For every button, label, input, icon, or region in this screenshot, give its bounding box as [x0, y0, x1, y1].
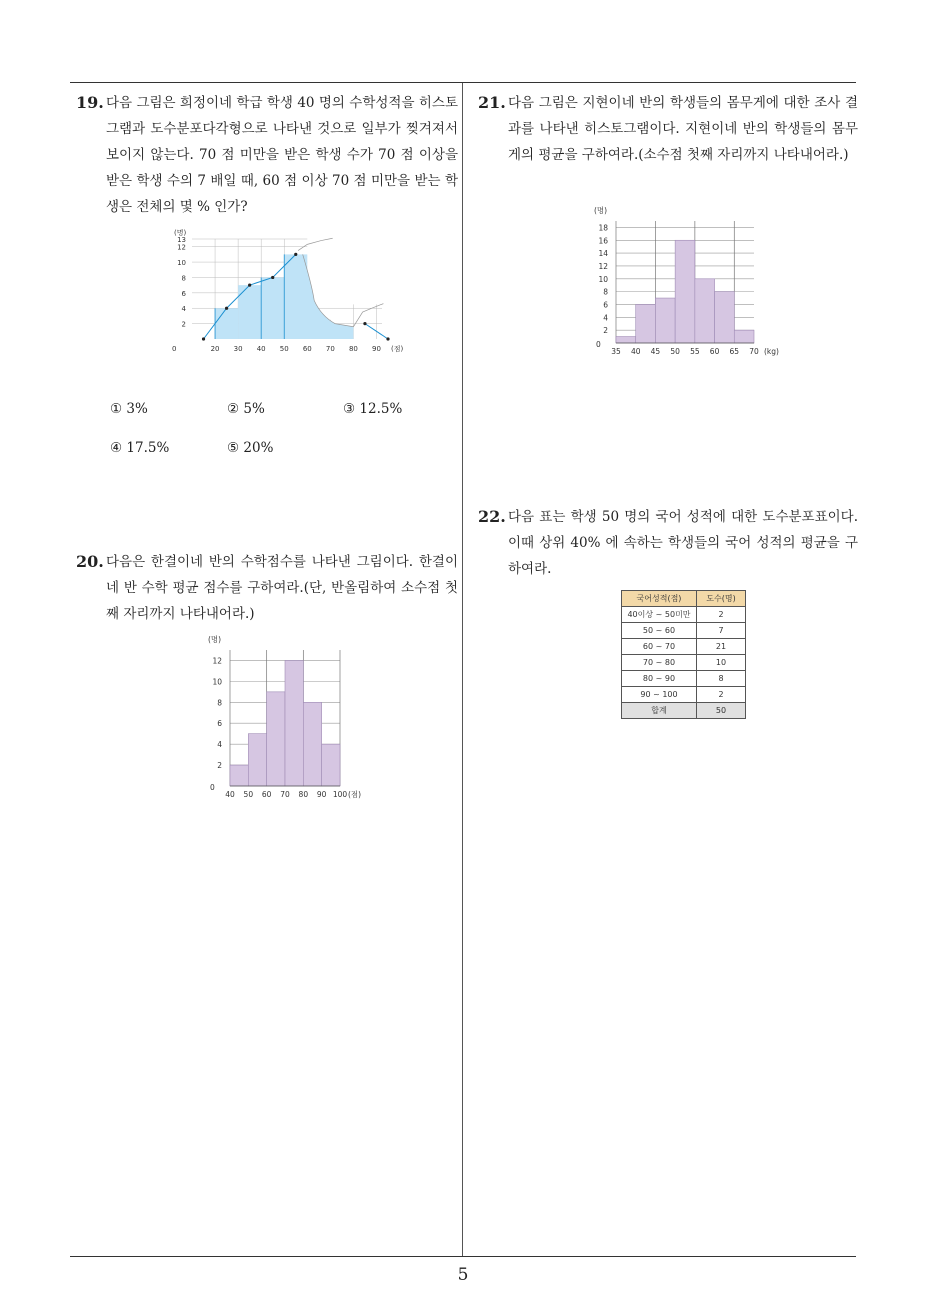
choice-2[interactable]: ② 5% [227, 401, 265, 417]
table-row [622, 671, 746, 687]
table-header-row [622, 591, 746, 607]
x-tick-label: 80 [298, 790, 309, 799]
y-tick-label: 8 [217, 698, 222, 708]
x-tick-label: 60 [261, 790, 272, 799]
y-tick-label: 8 [181, 274, 186, 283]
x-tick-label: 55 [690, 347, 700, 356]
y-tick-label: 10 [598, 274, 608, 284]
histogram-bar [267, 692, 285, 786]
table-row [622, 639, 746, 655]
y-tick-label: 12 [598, 261, 608, 271]
histogram-bar [248, 734, 266, 786]
question-21 [478, 90, 858, 168]
question-number: 19. [76, 93, 104, 112]
x-tick-label: 70 [280, 790, 290, 799]
y-tick-label: 12 [212, 656, 222, 666]
question-19 [76, 90, 458, 220]
choice-4[interactable]: ④ 17.5% [110, 440, 170, 456]
histogram-bar [675, 240, 695, 343]
column-divider [462, 83, 463, 1256]
x-tick-label: 50 [243, 790, 254, 799]
polygon-point [225, 307, 228, 310]
y-tick-label: 6 [217, 719, 222, 729]
x-tick-label: 100 [332, 790, 348, 799]
choice-5[interactable]: ⑤ 20% [227, 440, 274, 456]
table-cell: 90 ~ 100 [622, 687, 697, 703]
y-tick-label: 2 [603, 326, 608, 336]
histogram-bar [715, 292, 735, 343]
bottom-rule [70, 1256, 856, 1257]
x-tick-label: 90 [316, 790, 327, 799]
x-tick-label: 35 [611, 347, 621, 356]
histogram-bar [261, 277, 284, 339]
y-tick-label: 2 [181, 320, 186, 329]
x-tick-label: 80 [348, 345, 358, 353]
top-rule [70, 82, 856, 83]
x-tick-label: 50 [670, 347, 680, 356]
polygon-point [363, 322, 366, 325]
x-tick-label: 60 [709, 347, 720, 356]
y-axis-label: (명) [594, 206, 608, 215]
histogram-bar [285, 660, 303, 786]
x-tick-label: 60 [302, 345, 312, 353]
table-header-cell: 국어성적(점) [622, 591, 697, 607]
table-cell: 2 [697, 687, 746, 703]
y-tick-label: 16 [598, 236, 608, 246]
y-tick-label: 13 [177, 236, 186, 244]
polygon-point [271, 276, 274, 279]
y-tick-label: 10 [212, 677, 222, 687]
question-number: 22. [478, 507, 506, 526]
histogram-bar [616, 337, 636, 343]
table-row [622, 687, 746, 703]
table-total-row [622, 703, 746, 719]
choice-3[interactable]: ③ 12.5% [343, 401, 403, 417]
x-tick-label: 65 [729, 347, 740, 356]
torn-bar-area [303, 254, 354, 339]
y-axis-label: (명) [208, 635, 222, 644]
table-cell: 50 ~ 60 [622, 623, 697, 639]
table-cell: 8 [697, 671, 746, 687]
x-tick-label: 40 [630, 347, 641, 356]
y-tick-label: 4 [181, 305, 186, 314]
table-cell: 7 [697, 623, 746, 639]
histogram-bar [303, 702, 321, 786]
question-text: 다음 그림은 희정이네 학급 학생 40 명의 수학성적을 히스토그램과 도수분포다각형으로 나타낸 것으로 일부가 찢겨져서 보이지 않는다. 70 점 미만을 받은 학생 수가 70 점 이상을 받은 학생 수의 7 배일 때, 60 점 이상 70 점 미만을 받는 학생은 전체의 몇 % 인가? [106, 95, 458, 215]
origin-label: 0 [172, 345, 177, 353]
polygon-point [386, 337, 389, 340]
q19-chart [170, 225, 410, 357]
table-cell: 합계 [622, 703, 697, 719]
histogram-bar [636, 304, 656, 343]
y-tick-label: 4 [603, 313, 608, 323]
table-row [622, 655, 746, 671]
table-cell: 40이상 ~ 50미만 [622, 607, 697, 623]
question-text: 다음 표는 학생 50 명의 국어 성적에 대한 도수분포표이다. 이때 상위 40% 에 속하는 학생들의 국어 성적의 평균을 구하여라. [508, 509, 858, 577]
origin-label: 0 [596, 340, 601, 349]
y-axis-label: (명) [174, 229, 187, 237]
x-tick-label: 45 [650, 347, 661, 356]
question-22 [478, 504, 858, 582]
histogram-bar [215, 308, 238, 339]
y-tick-label: 6 [181, 289, 186, 298]
table-cell: 80 ~ 90 [622, 671, 697, 687]
x-tick-label: 20 [210, 345, 220, 353]
x-tick-label: 40 [225, 790, 235, 799]
x-tick-label: 70 [325, 345, 335, 353]
x-axis-label: (점) [348, 790, 362, 799]
y-tick-label: 6 [603, 300, 608, 310]
table-cell: 60 ~ 70 [622, 639, 697, 655]
table-cell: 10 [697, 655, 746, 671]
table-cell: 2 [697, 607, 746, 623]
question-20 [76, 549, 458, 627]
y-tick-label: 18 [598, 223, 608, 233]
polygon-point [248, 284, 251, 287]
polygon-point [294, 253, 297, 256]
q21-chart [590, 205, 790, 365]
q20-chart [192, 632, 382, 807]
histogram-bar [655, 298, 675, 343]
table-row [622, 623, 746, 639]
y-tick-label: 4 [217, 740, 222, 750]
y-tick-label: 10 [177, 259, 186, 268]
histogram-bar [695, 279, 715, 343]
y-tick-label: 14 [598, 249, 608, 259]
x-tick-label: 30 [233, 345, 243, 353]
histogram-bar [734, 330, 754, 343]
histogram-bar [322, 744, 340, 786]
torn-edge [298, 238, 333, 250]
origin-label: 0 [210, 783, 215, 792]
table-cell: 50 [697, 703, 746, 719]
x-tick-label: 50 [279, 345, 289, 353]
y-tick-label: 12 [177, 243, 186, 252]
x-tick-label: 70 [749, 347, 759, 356]
table-cell: 21 [697, 639, 746, 655]
x-axis-label: (kg) [764, 347, 779, 356]
question-number: 20. [76, 552, 104, 571]
question-text: 다음 그림은 지현이네 반의 학생들의 몸무게에 대한 조사 결과를 나타낸 히스토그램이다. 지현이네 반의 학생들의 몸무게의 평균을 구하여라.(소수점 첫째 자리까지 나타내어라.) [508, 95, 858, 163]
x-axis-label: (점) [391, 345, 404, 353]
polygon-point [202, 337, 205, 340]
table-header-cell: 도수(명) [697, 591, 746, 607]
choice-1[interactable]: ① 3% [110, 401, 148, 417]
table-cell: 70 ~ 80 [622, 655, 697, 671]
x-tick-label: 40 [256, 345, 266, 353]
page-number: 5 [457, 1265, 469, 1285]
histogram-bar [230, 765, 248, 786]
question-text: 다음은 한결이네 반의 수학점수를 나타낸 그림이다. 한결이네 반 수학 평균 점수를 구하여라.(단, 반올림하여 소수점 첫째 자리까지 나타내어라.) [106, 554, 458, 622]
table-row [622, 607, 746, 623]
y-tick-label: 8 [603, 287, 608, 297]
x-tick-label: 90 [372, 345, 381, 353]
y-tick-label: 2 [217, 761, 222, 771]
question-number: 21. [478, 93, 506, 112]
frequency-table [621, 590, 746, 719]
